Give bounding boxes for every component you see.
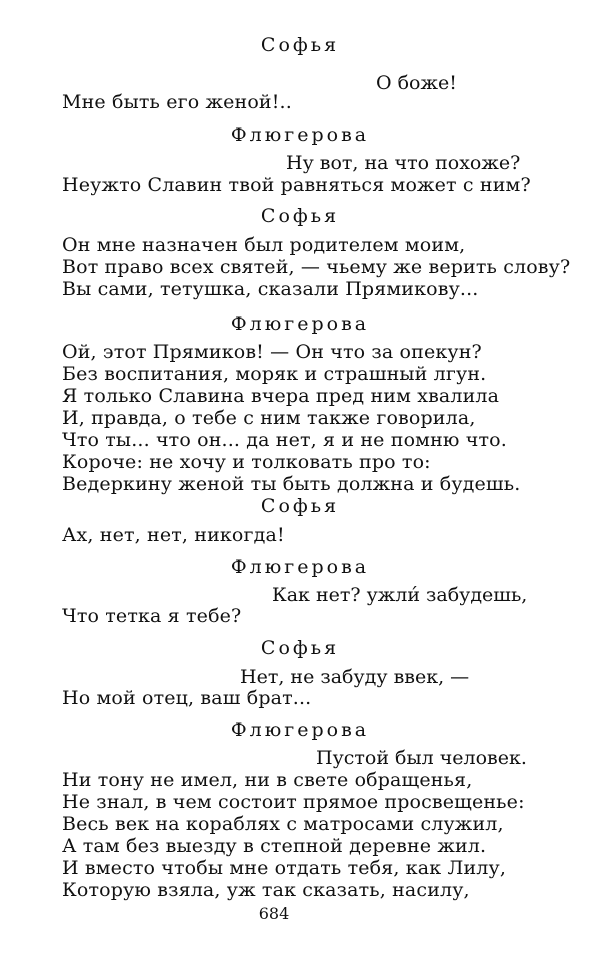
speaker-name: Софья [260, 495, 340, 517]
speaker-name: Флюгерова [230, 719, 370, 741]
verse-line: И вместо чтобы мне отдать тебя, как Лилу, [62, 857, 507, 879]
speaker-name: Флюгерова [230, 313, 370, 335]
verse-line: Весь век на кораблях с матросами служил, [62, 813, 504, 835]
verse-line: Что тетка я тебе? [62, 605, 242, 627]
verse-line: Вы сами, тетушка, сказали Прямикову... [62, 278, 479, 300]
speaker-name: Софья [260, 205, 340, 227]
verse-line: О боже! [376, 72, 457, 94]
speaker-name: Софья [260, 637, 340, 659]
page-number: 684 [258, 904, 290, 923]
verse-line: Он мне назначен был родителем моим, [62, 234, 466, 256]
verse-line: Как нет? ужли́ забудешь, [272, 584, 528, 606]
verse-line: Ну вот, на что похоже? [286, 152, 521, 174]
verse-line: Я только Славина вчера пред ним хвалила [62, 385, 500, 407]
verse-line: Короче: не хочу и толковать про то: [62, 451, 431, 473]
speaker-name: Флюгерова [230, 556, 370, 578]
speaker-name: Софья [260, 34, 340, 56]
verse-line: И, правда, о тебе с ним также говорила, [62, 407, 476, 429]
verse-line: Без воспитания, моряк и страшный лгун. [62, 363, 487, 385]
verse-line: Ах, нет, нет, никогда! [62, 524, 285, 546]
verse-line: Что ты... что он... да нет, я и не помню что. [62, 429, 507, 451]
verse-line: Ни тону не имел, ни в свете обращенья, [62, 769, 473, 791]
verse-line: Вот право всех святей, — чьему же верить слову? [62, 256, 571, 278]
speaker-name: Флюгерова [230, 124, 370, 146]
verse-line: Нет, не забуду ввек, — [240, 666, 470, 688]
verse-line: Ой, этот Прямиков! — Он что за опекун? [62, 341, 482, 363]
verse-line: Не знал, в чем состоит прямое просвещенье: [62, 791, 525, 813]
verse-line: Мне быть его женой!.. [62, 91, 292, 113]
verse-line: Неужто Славин твой равняться может с ним? [62, 174, 531, 196]
verse-line: А там без выезду в степной деревне жил. [62, 835, 487, 857]
verse-line: Которую взяла, уж так сказать, насилу, [62, 879, 470, 901]
verse-line: Ведеркину женой ты быть должна и будешь. [62, 473, 521, 495]
verse-line: Но мой отец, ваш брат... [62, 687, 312, 709]
verse-line: Пустой был человек. [316, 747, 527, 769]
